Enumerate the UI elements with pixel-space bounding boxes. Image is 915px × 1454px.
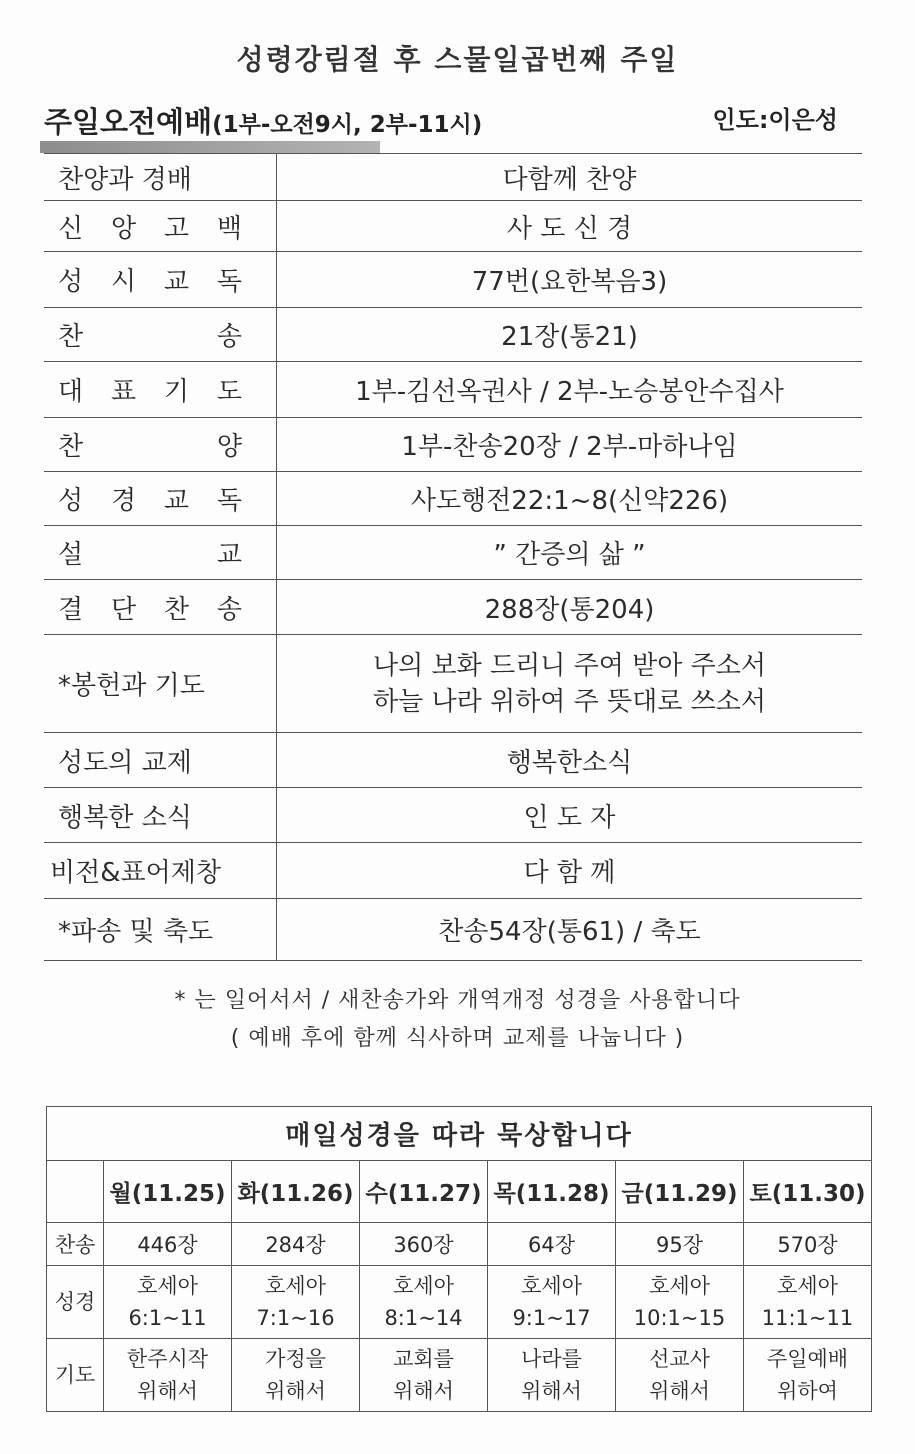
bible-ref: 6:1~11 bbox=[128, 1306, 207, 1330]
prayer-line-2: 위해서 bbox=[265, 1379, 326, 1403]
label-char: 교 bbox=[216, 540, 242, 570]
label-char: 양 bbox=[216, 432, 242, 462]
order-label bbox=[44, 472, 277, 526]
bulletin-title: 성령강림절 후 스물일곱번째 주일 bbox=[236, 43, 679, 76]
order-label bbox=[44, 201, 277, 252]
day-header: 금(11.29) bbox=[616, 1161, 744, 1223]
order-value: 21장(통21) bbox=[277, 308, 863, 362]
order-value: 사 도 신 경 bbox=[277, 201, 863, 252]
header-shade-bar bbox=[40, 141, 380, 153]
prayer-cell bbox=[104, 1339, 232, 1412]
order-row bbox=[44, 580, 862, 635]
bible-ref: 8:1~14 bbox=[384, 1306, 463, 1330]
label-char: 백 bbox=[216, 213, 242, 244]
order-value: 사도행전22:1~8(신약226) bbox=[277, 472, 863, 526]
hymn-cell: 284장 bbox=[232, 1223, 360, 1266]
daily-title: 매일성경을 따라 묵상합니다 bbox=[47, 1107, 872, 1161]
label-char: 성 bbox=[58, 486, 84, 516]
order-row bbox=[44, 252, 862, 308]
order-row bbox=[44, 308, 862, 362]
prayer-line-1: 가정을 bbox=[265, 1347, 326, 1371]
day-header: 수(11.27) bbox=[360, 1161, 488, 1223]
hymn-cell: 360장 bbox=[360, 1223, 488, 1266]
label-char: 고 bbox=[163, 213, 190, 244]
prayer-line-2: 위해서 bbox=[521, 1379, 582, 1403]
order-label: 성도의 교제 bbox=[44, 733, 277, 788]
day-header: 월(11.25) bbox=[104, 1161, 232, 1223]
order-label bbox=[44, 526, 277, 580]
row-label-hymn: 찬송 bbox=[47, 1223, 104, 1266]
order-value: 288장(통204) bbox=[277, 580, 863, 635]
spread-label bbox=[58, 316, 276, 353]
prayer-cell bbox=[616, 1339, 744, 1412]
order-label: 행복한 소식 bbox=[44, 788, 277, 843]
label-char: 도 bbox=[216, 377, 242, 407]
offering-hymn-line-1: 나의 보화 드리니 주여 받아 주소서 bbox=[373, 650, 766, 681]
prayer-line-1: 주일예배 bbox=[766, 1347, 849, 1371]
order-value: 다 함 께 bbox=[277, 843, 863, 899]
day-header: 화(11.26) bbox=[232, 1161, 360, 1223]
order-label bbox=[44, 418, 277, 472]
note-standing: * 는 일어서서 / 새찬송가와 개역개정 성경을 사용합니다 bbox=[174, 988, 741, 1013]
prayer-cell bbox=[744, 1339, 872, 1412]
bible-book: 호세아 bbox=[777, 1274, 838, 1298]
bible-book: 호세아 bbox=[137, 1274, 198, 1298]
label-char: 경 bbox=[110, 486, 137, 516]
label-char: 찬 bbox=[58, 322, 84, 352]
order-label bbox=[44, 362, 277, 418]
label-char: 성 bbox=[58, 267, 84, 297]
bible-ref: 9:1~17 bbox=[512, 1306, 591, 1330]
label-char: 송 bbox=[216, 322, 242, 352]
label-char: 대 bbox=[58, 377, 84, 407]
label-char: 독 bbox=[216, 486, 242, 516]
order-row bbox=[44, 899, 862, 961]
bible-ref: 10:1~15 bbox=[633, 1306, 726, 1330]
order-label: *파송 및 축도 bbox=[44, 899, 277, 961]
worship-order-table bbox=[44, 153, 862, 961]
spread-label bbox=[58, 534, 276, 571]
label-char: 교 bbox=[163, 267, 190, 297]
order-row bbox=[44, 418, 862, 472]
order-value bbox=[277, 635, 863, 733]
order-value: 다함께 찬양 bbox=[277, 154, 863, 201]
spread-label bbox=[58, 208, 276, 245]
day-header: 토(11.30) bbox=[744, 1161, 872, 1223]
order-row bbox=[44, 201, 862, 252]
prayer-line-2: 위해서 bbox=[649, 1379, 710, 1403]
day-header: 목(11.28) bbox=[488, 1161, 616, 1223]
label-char: 신 bbox=[58, 213, 84, 244]
order-row bbox=[44, 843, 862, 899]
bible-cell bbox=[616, 1266, 744, 1339]
service-leader: 인도:이은성 bbox=[712, 106, 838, 134]
order-value: 1부-찬송20장 / 2부-마하나임 bbox=[277, 418, 863, 472]
order-row bbox=[44, 635, 862, 733]
bible-ref: 7:1~16 bbox=[256, 1306, 335, 1330]
label-char: 설 bbox=[58, 540, 84, 570]
bible-cell bbox=[488, 1266, 616, 1339]
bible-cell bbox=[744, 1266, 872, 1339]
spread-label bbox=[58, 371, 276, 408]
label-char: 찬 bbox=[163, 594, 190, 625]
notes bbox=[0, 982, 915, 1058]
order-row bbox=[44, 472, 862, 526]
bible-cell bbox=[104, 1266, 232, 1339]
order-label bbox=[44, 308, 277, 362]
label-char: 앙 bbox=[110, 213, 137, 244]
order-value: 1부-김선옥권사 / 2부-노승봉안수집사 bbox=[277, 362, 863, 418]
hymn-cell: 570장 bbox=[744, 1223, 872, 1266]
order-label: 찬양과 경배 bbox=[44, 154, 277, 201]
prayer-line-2: 위해서 bbox=[137, 1379, 198, 1403]
note-meal: ( 예배 후에 함께 식사하며 교제를 나눕니다 ) bbox=[230, 1026, 685, 1051]
label-char: 단 bbox=[110, 594, 137, 625]
label-char: 찬 bbox=[58, 432, 84, 462]
prayer-line-1: 나라를 bbox=[521, 1347, 582, 1371]
hymn-cell: 95장 bbox=[616, 1223, 744, 1266]
prayer-cell bbox=[232, 1339, 360, 1412]
bible-ref: 11:1~11 bbox=[761, 1306, 854, 1330]
order-label bbox=[44, 252, 277, 308]
row-label-bible: 성경 bbox=[47, 1266, 104, 1339]
label-char: 독 bbox=[216, 267, 242, 297]
corner-cell bbox=[47, 1161, 104, 1223]
row-label-prayer: 기도 bbox=[47, 1339, 104, 1412]
order-label: 비전&표어제창 bbox=[44, 843, 277, 899]
label-char: 결 bbox=[58, 594, 84, 625]
spread-label bbox=[58, 480, 276, 517]
offering-hymn-line-2: 하늘 나라 위하여 주 뜻대로 쓰소서 bbox=[373, 686, 766, 717]
prayer-line-2: 위해서 bbox=[393, 1379, 454, 1403]
order-row bbox=[44, 788, 862, 843]
bible-book: 호세아 bbox=[393, 1274, 454, 1298]
bible-book: 호세아 bbox=[521, 1274, 582, 1298]
bible-cell bbox=[232, 1266, 360, 1339]
label-char: 송 bbox=[216, 594, 242, 625]
bible-book: 호세아 bbox=[649, 1274, 710, 1298]
order-value: 인 도 자 bbox=[277, 788, 863, 843]
order-value: 찬송54장(통61) / 축도 bbox=[277, 899, 863, 961]
prayer-cell bbox=[488, 1339, 616, 1412]
spread-label bbox=[58, 589, 276, 626]
spread-label bbox=[58, 426, 276, 463]
spread-label bbox=[58, 261, 276, 298]
order-row bbox=[44, 526, 862, 580]
order-row bbox=[44, 733, 862, 788]
label-char: 기 bbox=[163, 377, 190, 407]
service-time: (1부-오전9시, 2부-11시) bbox=[212, 112, 483, 138]
label-char: 시 bbox=[110, 267, 137, 297]
bible-book: 호세아 bbox=[265, 1274, 326, 1298]
prayer-line-1: 교회를 bbox=[393, 1347, 454, 1371]
prayer-line-2: 위하여 bbox=[777, 1379, 838, 1403]
prayer-line-1: 선교사 bbox=[649, 1347, 710, 1371]
order-row bbox=[44, 154, 862, 201]
order-label: *봉헌과 기도 bbox=[44, 635, 277, 733]
hymn-cell: 64장 bbox=[488, 1223, 616, 1266]
service-header bbox=[44, 98, 860, 142]
order-value: 행복한소식 bbox=[277, 733, 863, 788]
service-name: 주일오전예배(1부-오전9시, 2부-11시) bbox=[44, 105, 483, 139]
order-row bbox=[44, 362, 862, 418]
prayer-line-1: 한주시작 bbox=[126, 1347, 209, 1371]
hymn-cell: 446장 bbox=[104, 1223, 232, 1266]
bible-cell bbox=[360, 1266, 488, 1339]
label-char: 표 bbox=[110, 377, 137, 407]
order-value: 77번(요한복음3) bbox=[277, 252, 863, 308]
prayer-cell bbox=[360, 1339, 488, 1412]
order-value: ” 간증의 삶 ” bbox=[277, 526, 863, 580]
label-char: 교 bbox=[163, 486, 190, 516]
daily-bible-table bbox=[46, 1106, 872, 1412]
order-label bbox=[44, 580, 277, 635]
